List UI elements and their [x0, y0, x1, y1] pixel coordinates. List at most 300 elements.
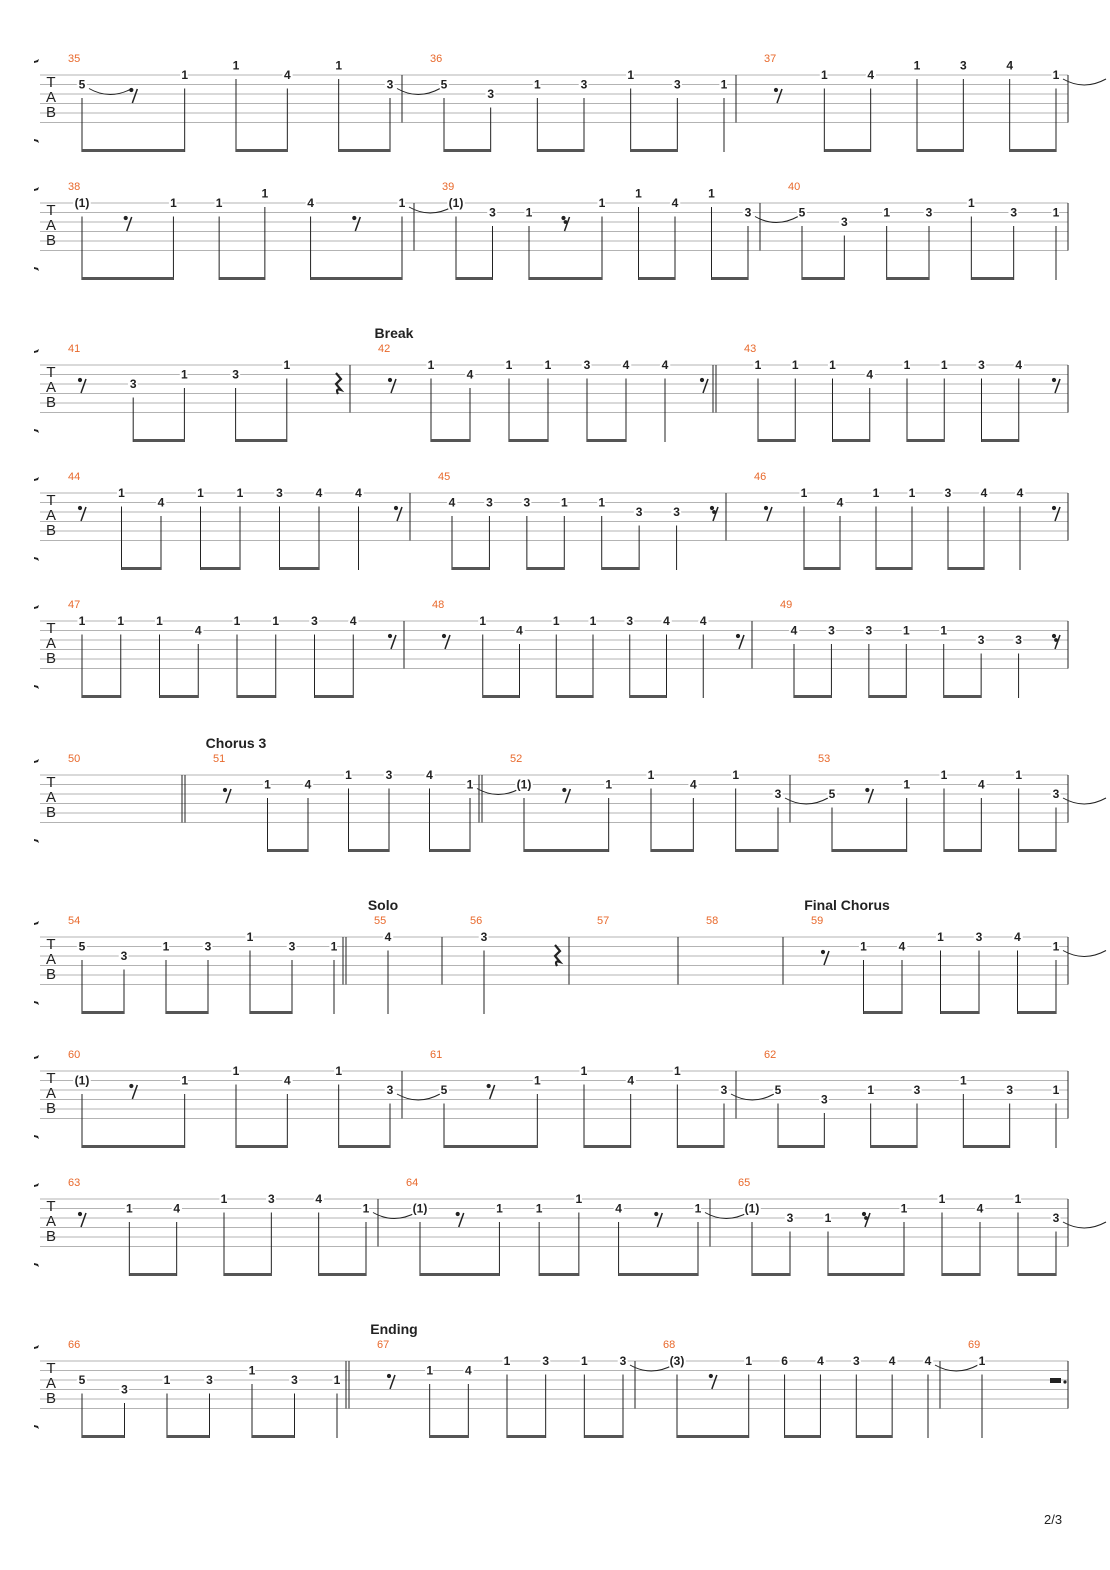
beam [122, 567, 162, 570]
rest-flag [821, 950, 825, 954]
measure-number: 64 [406, 1177, 419, 1189]
beam [942, 1273, 980, 1276]
tab-clef-letter: T [46, 1198, 56, 1215]
fret-number: 3 [975, 930, 983, 944]
tab-clef-letter: T [46, 774, 56, 791]
fret-number: (1) [412, 1201, 428, 1216]
measure-number: 56 [470, 915, 483, 927]
fret-number: 1 [236, 486, 244, 500]
fret-number: 4 [866, 367, 874, 382]
rest-flag [388, 634, 392, 638]
tab-clef-letter: T [46, 1360, 56, 1377]
fret-number: 3 [673, 77, 681, 92]
tab-clef-letter: A [45, 507, 57, 524]
fret-number: 1 [232, 58, 240, 73]
beam [452, 567, 489, 570]
beam [864, 1011, 903, 1014]
fret-number: 4 [699, 614, 707, 628]
fret-number: 3 [840, 215, 848, 229]
tab-clef-letter: A [45, 1213, 57, 1230]
measure-number: 68 [663, 1339, 676, 1351]
fret-number: 3 [635, 505, 643, 519]
measure-number: 48 [432, 599, 445, 611]
beam [602, 567, 639, 570]
fret-number: 4 [671, 196, 679, 210]
half-rest [1050, 1378, 1061, 1383]
rest-flag [700, 378, 704, 382]
fret-number: 1 [272, 614, 280, 628]
fret-number: 1 [902, 623, 910, 638]
measure-number: 60 [68, 1049, 81, 1061]
tab-clef-letter: B [45, 966, 57, 983]
fret-number: 4 [980, 486, 988, 500]
beam [833, 439, 870, 442]
fret-number: 3 [1052, 1211, 1060, 1225]
fret-number: 1 [1014, 1192, 1022, 1206]
beam [430, 1435, 469, 1438]
tie-arc [1063, 79, 1106, 85]
beam [876, 567, 912, 570]
beam [584, 1435, 623, 1438]
fret-number: 3 [276, 486, 283, 500]
fret-number: 4 [898, 939, 906, 954]
beam [944, 695, 981, 698]
beam [524, 849, 609, 852]
beam [963, 1145, 1009, 1148]
beam [82, 695, 121, 698]
beam [971, 277, 1013, 280]
beam [236, 149, 287, 152]
tab-clef-letter: A [45, 89, 57, 106]
tab-clef-letter: B [45, 650, 57, 667]
fret-number: 1 [156, 614, 163, 628]
fret-number: 1 [967, 196, 975, 210]
rest-flag [223, 788, 227, 792]
fret-number: 3 [489, 205, 496, 220]
fret-number: 1 [598, 495, 606, 510]
rest-flag [456, 1212, 460, 1216]
beam [444, 149, 491, 152]
fret-number: 4 [924, 1354, 932, 1368]
rest-flag [764, 506, 768, 510]
fret-number: 3 [720, 1083, 728, 1097]
system-bracket [34, 349, 39, 433]
fret-number: (3) [669, 1354, 685, 1368]
fret-number: 3 [959, 58, 967, 73]
fret-number: 4 [448, 495, 456, 510]
rest-flag [129, 88, 133, 92]
beam [1018, 1273, 1056, 1276]
tab-clef-letter: B [45, 394, 57, 411]
measure-number: 49 [780, 599, 793, 611]
fret-number: 3 [1052, 787, 1060, 801]
fret-number: 5 [798, 205, 806, 220]
beam [82, 1011, 124, 1014]
tab-clef-letter: T [46, 620, 56, 637]
fret-number: 1 [938, 1192, 946, 1206]
beam [651, 849, 693, 852]
measure-number: 50 [68, 753, 81, 765]
fret-number: 1 [580, 1354, 588, 1368]
measure-number: 38 [68, 181, 81, 193]
fret-number: 1 [708, 186, 715, 201]
fret-number: 1 [800, 486, 808, 500]
fret-number: 1 [560, 495, 568, 510]
fret-number: 1 [505, 358, 513, 372]
section-label: Ending [370, 1321, 418, 1337]
fret-number: 1 [264, 777, 271, 792]
fret-number: 3 [828, 623, 835, 638]
beam [587, 439, 626, 442]
measure-number: 40 [788, 181, 801, 193]
fret-number: 3 [913, 1083, 921, 1097]
tab-clef-letter: B [45, 1390, 57, 1407]
fret-number: 1 [908, 486, 916, 500]
beam [828, 1273, 904, 1276]
page-number: 2/3 [1044, 1512, 1063, 1527]
rest-flag [78, 1212, 82, 1216]
system-bracket [34, 921, 39, 1005]
fret-number: 4 [355, 486, 362, 500]
rest-flag [442, 634, 446, 638]
beam [1018, 1011, 1057, 1014]
fret-number: 4 [194, 623, 202, 638]
fret-number: 4 [349, 614, 357, 628]
beam [639, 277, 676, 280]
fret-number: 1 [125, 1201, 133, 1216]
beam [444, 1145, 537, 1148]
fret-number: 4 [627, 1073, 635, 1088]
fret-number: 4 [516, 623, 523, 638]
rest-flag [129, 1084, 133, 1088]
beam [917, 149, 963, 152]
rest-flag [862, 1212, 866, 1216]
beam [941, 1011, 980, 1014]
rest-flag [387, 1374, 391, 1378]
fret-number: 1 [215, 196, 223, 210]
tab-clef-letter: T [46, 1070, 56, 1087]
fret-number: 3 [291, 1373, 298, 1387]
fret-number: 5 [78, 77, 86, 92]
fret-number: 3 [386, 77, 394, 92]
fret-number: 4 [315, 486, 323, 500]
fret-number: (1) [74, 1073, 90, 1088]
fret-number: 4 [888, 1354, 896, 1368]
fret-number: 3 [523, 495, 531, 510]
fret-number: 4 [304, 777, 312, 792]
beam [631, 149, 678, 152]
fret-number: 1 [903, 777, 911, 792]
fret-number: 1 [248, 1363, 256, 1378]
measure-number: 53 [818, 753, 831, 765]
measure-number: 36 [430, 53, 443, 65]
fret-number: 1 [791, 358, 799, 372]
fret-number: 1 [533, 1073, 541, 1088]
beam [236, 1145, 287, 1148]
beam [339, 1145, 390, 1148]
fret-number: 1 [1052, 939, 1060, 954]
beam [948, 567, 984, 570]
fret-number: 1 [544, 358, 552, 372]
fret-number: 5 [440, 1083, 448, 1097]
tab-clef-letter: A [45, 635, 57, 652]
fret-number: 1 [283, 358, 291, 372]
fret-number: 5 [828, 787, 836, 801]
beam [944, 849, 981, 852]
fret-number: 1 [117, 614, 125, 628]
fret-number: 3 [204, 939, 212, 954]
fret-number: 1 [535, 1201, 543, 1216]
beam [1010, 149, 1056, 152]
rest-flag [1052, 634, 1056, 638]
tab-clef-letter: A [45, 951, 57, 968]
fret-number: 1 [635, 186, 642, 201]
fret-number: 1 [1052, 205, 1060, 220]
beam [907, 439, 944, 442]
beam [832, 849, 907, 852]
beam [252, 1435, 295, 1438]
rest-flag [394, 506, 398, 510]
system-bracket [34, 605, 39, 689]
tab-clef-letter: B [45, 104, 57, 121]
tie-arc [1063, 798, 1106, 804]
beam [527, 567, 564, 570]
measure-number: 63 [68, 1177, 81, 1189]
measure-number: 41 [68, 343, 81, 355]
beam [869, 695, 906, 698]
fret-number: 4 [615, 1201, 622, 1216]
fret-number: 1 [181, 68, 189, 82]
fret-number: 1 [170, 196, 177, 210]
tie-arc [1063, 1222, 1106, 1228]
fret-number: 5 [440, 77, 448, 92]
fret-number: 1 [900, 1201, 908, 1216]
fret-number: 1 [162, 939, 170, 954]
tab-clef-letter: B [45, 522, 57, 539]
beam [420, 1273, 499, 1276]
fret-number: 3 [583, 358, 591, 372]
rest-flag [712, 510, 716, 514]
fret-number: 1 [860, 939, 867, 954]
measure-number: 65 [738, 1177, 751, 1189]
tab-clef-letter: T [46, 202, 56, 219]
fret-number: 3 [480, 930, 488, 944]
fret-number: 1 [345, 768, 352, 782]
beam [556, 695, 593, 698]
measure-number: 54 [68, 915, 81, 927]
fret-number: 4 [661, 358, 669, 372]
system-bracket [34, 1055, 39, 1139]
fret-number: 3 [865, 623, 873, 638]
rest-flag [710, 506, 714, 510]
fret-number: (1) [74, 196, 90, 210]
rest-flag [1052, 378, 1056, 382]
fret-number: 5 [774, 1083, 782, 1097]
fret-number: 1 [163, 1373, 171, 1387]
tab-clef-letter: T [46, 364, 56, 381]
beam [982, 439, 1019, 442]
measure-number: 67 [377, 1339, 390, 1351]
measure-number: 51 [213, 753, 226, 765]
beam [785, 1435, 821, 1438]
fret-number: 1 [883, 205, 891, 220]
measure-number: 55 [374, 915, 387, 927]
beam [129, 1273, 176, 1276]
section-label: Break [374, 325, 414, 341]
fret-number: 3 [288, 939, 296, 954]
fret-number: 3 [774, 787, 782, 801]
fret-number: (1) [448, 196, 464, 210]
rest-flag [865, 788, 869, 792]
fret-number: 4 [466, 367, 474, 382]
beam [887, 277, 929, 280]
rest-flag [709, 1374, 713, 1378]
fret-number: 1 [940, 623, 948, 638]
rest-flag [654, 1212, 658, 1216]
rest-flag [736, 634, 740, 638]
beam [167, 1435, 210, 1438]
beam [856, 1435, 892, 1438]
beam [319, 1273, 366, 1276]
section-label: Final Chorus [804, 897, 890, 913]
beam [236, 439, 287, 442]
fret-number: 3 [1015, 633, 1022, 647]
measure-number: 39 [442, 181, 455, 193]
system-bracket [34, 1183, 39, 1267]
rest-dot [1063, 1380, 1066, 1383]
fret-number: 1 [824, 1211, 832, 1225]
tie-arc [1063, 951, 1106, 957]
fret-number: 1 [1015, 768, 1023, 782]
measure-number: 62 [764, 1049, 777, 1061]
fret-number: 4 [817, 1354, 824, 1368]
beam [630, 695, 667, 698]
fret-number: 3 [232, 367, 239, 382]
fret-number: 1 [220, 1192, 228, 1206]
fret-number: 4 [1015, 358, 1023, 372]
fret-number: 1 [867, 1083, 875, 1097]
beam [82, 277, 173, 280]
beam [509, 439, 548, 442]
tab-clef-letter: T [46, 936, 56, 953]
measure-number: 43 [744, 343, 757, 355]
fret-number: 3 [542, 1354, 550, 1368]
rest-flag [564, 220, 568, 224]
measure-number: 69 [968, 1339, 981, 1351]
beam [315, 695, 354, 698]
beam [166, 1011, 208, 1014]
tab-clef-letter: A [45, 217, 57, 234]
fret-number: 4 [790, 623, 798, 638]
fret-number: 3 [978, 358, 985, 372]
fret-number: 1 [940, 768, 948, 782]
beam [349, 849, 390, 852]
fret-number: 3 [977, 633, 985, 647]
beam [537, 149, 584, 152]
measure-number: 66 [68, 1339, 81, 1351]
quarter-rest [555, 945, 560, 966]
fret-number: 1 [754, 358, 762, 372]
fret-number: 4 [283, 68, 291, 82]
fret-number: 1 [598, 196, 606, 210]
measure-number: 42 [378, 343, 391, 355]
fret-number: 1 [694, 1201, 702, 1216]
rest-flag [1054, 638, 1058, 642]
beam [794, 695, 831, 698]
fret-number: 1 [1052, 1083, 1060, 1097]
fret-number: 1 [197, 486, 204, 500]
beam [430, 849, 471, 852]
beam [311, 277, 402, 280]
beam [507, 1435, 546, 1438]
beam [456, 277, 493, 280]
fret-number: 1 [673, 1064, 681, 1078]
fret-number: 3 [626, 614, 634, 628]
fret-number: 6 [781, 1354, 788, 1368]
fret-number: (1) [516, 777, 532, 792]
fret-number: 1 [330, 939, 338, 954]
system-bracket [34, 759, 39, 843]
fret-number: 1 [575, 1192, 583, 1206]
measure-number: 57 [597, 915, 610, 927]
fret-number: 5 [78, 1373, 86, 1387]
rest-flag [487, 1084, 491, 1088]
fret-number: 4 [976, 1201, 984, 1216]
beam [201, 567, 241, 570]
fret-number: 3 [580, 77, 588, 92]
fret-number: 4 [464, 1363, 472, 1378]
fret-number: 1 [745, 1354, 753, 1368]
fret-number: 4 [977, 777, 985, 792]
fret-number: 4 [426, 768, 433, 782]
fret-number: 1 [627, 68, 635, 82]
fret-number: 3 [744, 205, 752, 220]
fret-number: 3 [852, 1354, 860, 1368]
system-bracket [34, 1345, 39, 1429]
fret-number: 3 [786, 1211, 794, 1225]
rest-flag [78, 506, 82, 510]
fret-number: 4 [867, 68, 875, 82]
beam [824, 149, 870, 152]
tab-clef-letter: A [45, 1375, 57, 1392]
measure-number: 61 [430, 1049, 443, 1061]
fret-number: 3 [385, 768, 393, 782]
fret-number: 1 [78, 614, 86, 628]
fret-number: 3 [121, 1382, 128, 1397]
fret-number: 1 [720, 77, 728, 92]
fret-number: 4 [1016, 486, 1024, 500]
fret-number: 1 [232, 1064, 240, 1078]
beam [219, 277, 265, 280]
beam [1019, 849, 1056, 852]
fret-number: 3 [267, 1192, 275, 1206]
fret-number: 3 [1006, 1083, 1014, 1097]
section-label: Chorus 3 [205, 735, 267, 751]
fret-number: 4 [1006, 58, 1014, 73]
fret-number: 1 [335, 1064, 343, 1078]
tab-clef-letter: B [45, 1100, 57, 1117]
measure-number: 35 [68, 53, 81, 65]
tab-clef-letter: B [45, 232, 57, 249]
tab-clef-letter: A [45, 1085, 57, 1102]
measure-number: 37 [764, 53, 777, 65]
fret-number: 1 [903, 358, 911, 372]
measure-number: 44 [68, 471, 81, 483]
fret-number: 1 [181, 367, 188, 382]
fret-number: 1 [940, 358, 948, 372]
fret-number: 3 [944, 486, 952, 500]
fret-number: 1 [580, 1064, 588, 1078]
